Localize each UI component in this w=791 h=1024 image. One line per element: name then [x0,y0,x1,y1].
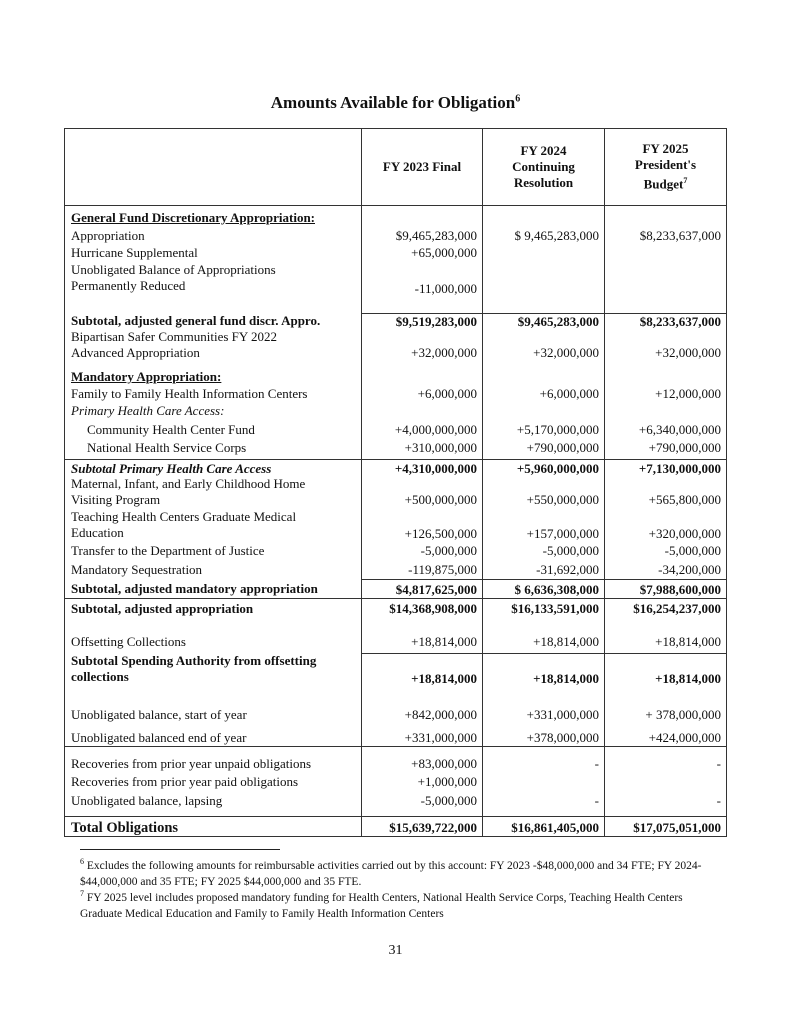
header-fy2024: FY 2024 Continuing Resolution [482,129,604,205]
value-cell-fy2024: $ 6,636,308,000 [482,579,604,598]
value-cell-fy2025: +7,130,000,000 [604,460,726,476]
value-cell-fy2024: +550,000,000 [482,476,604,509]
value-cell-fy2025: - [604,791,726,816]
row-label: National Health Service Corps [87,440,247,455]
row-label: Unobligated balanced end of year [71,730,247,745]
row-label: General Fund Discretionary Appropriation: [71,210,315,225]
value-cell-fy2024: -5,000,000 [482,543,604,561]
value-cell-fy2024: $ 9,465,283,000 [482,227,604,244]
value-cell-fy2023: +500,000,000 [361,476,482,509]
value-cell-fy2023 [361,206,482,227]
value-cell-fy2023: +83,000,000 [361,747,482,773]
table-row [65,579,726,598]
page-number: 31 [388,943,403,958]
value-cell-fy2025 [604,261,726,313]
row-label: Unobligated Balance of Appropriations Permanently Reduced [71,262,276,293]
footnote-7: $^7$ FY 2025 level includes proposed mandatory funding for Health Centers, National Health Service Corps, Teaching Health Centers Graduate Medical Education and Family to Family Health Information Centers [80,889,683,920]
value-cell-fy2025: +424,000,000 [604,726,726,746]
value-cell-fy2023: -5,000,000 [361,791,482,816]
value-cell-fy2025 [604,369,726,386]
value-cell-fy2023: $4,817,625,000 [361,579,482,598]
value-cell-fy2024: +157,000,000 [482,509,604,543]
value-cell-fy2024: +5,960,000,000 [482,460,604,476]
value-cell-fy2025: +320,000,000 [604,509,726,543]
value-cell-fy2023: +32,000,000 [361,329,482,369]
value-cell-fy2023: $15,639,722,000 [361,817,482,836]
table-row [65,369,726,386]
table-row [65,329,726,369]
value-cell-fy2024: $16,133,591,000 [482,599,604,633]
table-body [65,206,726,836]
table-row [65,706,726,726]
table-row [65,439,726,459]
value-cell-fy2025: +12,000,000 [604,386,726,403]
value-cell-fy2023: +331,000,000 [361,726,482,746]
value-cell-fy2024: +5,170,000,000 [482,420,604,439]
table-row [65,726,726,746]
value-cell-fy2025: - [604,747,726,773]
table-row [65,633,726,653]
table-row [65,459,726,476]
amounts-table [64,128,727,837]
footnote-6: $^6$ Excludes the following amounts for reimbursable activities carried out by this account: FY 2023 -$48,000,000 and 34 FTE; FY 2024- $44,000,000 and 35 FTE; FY 2025 $44,000,000 and 35 FTE. [80,857,702,888]
table-row [65,561,726,579]
table-row [65,227,726,244]
row-label: Primary Health Care Access: [71,403,225,418]
value-cell-fy2023: +4,000,000,000 [361,420,482,439]
value-cell-fy2023: -11,000,000 [361,261,482,313]
value-cell-fy2025: + 378,000,000 [604,706,726,726]
value-cell-fy2025: +18,814,000 [604,633,726,653]
row-label: Mandatory Sequestration [71,562,203,577]
value-cell-fy2024: +18,814,000 [482,633,604,653]
value-cell-fy2023 [361,369,482,386]
row-label: Mandatory Appropriation: [71,369,222,384]
row-label: Unobligated balance, lapsing [71,793,223,808]
row-label: Bipartisan Safer Communities FY 2022 Advanced Appropriation [71,329,278,360]
value-cell-fy2024 [482,206,604,227]
value-cell-fy2023: -5,000,000 [361,543,482,561]
row-label: Unobligated balance, start of year [71,707,247,722]
value-cell-fy2025 [604,403,726,420]
row-label: Transfer to the Department of Justice [71,543,265,558]
value-cell-fy2024: -31,692,000 [482,561,604,579]
value-cell-fy2024 [482,244,604,261]
value-cell-fy2025 [604,244,726,261]
page-title: Amounts Available for Obligation$^6$ [270,93,521,112]
table-row [65,791,726,816]
value-cell-fy2025: +18,814,000 [604,653,726,706]
value-cell-fy2024: $16,861,405,000 [482,817,604,836]
table-row [65,816,726,836]
row-label: Recoveries from prior year unpaid obligations [71,756,312,771]
table-row [65,476,726,509]
row-label: Maternal, Infant, and Early Childhood Home Visiting Program [71,476,306,507]
value-cell-fy2024: +32,000,000 [482,329,604,369]
value-cell-fy2023: +18,814,000 [361,633,482,653]
value-cell-fy2025 [604,206,726,227]
value-cell-fy2024: - [482,791,604,816]
value-cell-fy2025: +6,340,000,000 [604,420,726,439]
header-fy2025: FY 2025 President's Budget$^7$ [604,129,726,205]
row-label: Community Health Center Fund [87,422,255,437]
value-cell-fy2025: -5,000,000 [604,543,726,561]
table-row [65,206,726,227]
value-cell-fy2023: $9,519,283,000 [361,313,482,329]
value-cell-fy2024 [482,403,604,420]
table-row [65,420,726,439]
value-cell-fy2025: -34,200,000 [604,561,726,579]
header-blank [65,129,361,205]
value-cell-fy2023: +310,000,000 [361,439,482,459]
value-cell-fy2025: $8,233,637,000 [604,227,726,244]
value-cell-fy2023: $14,368,908,000 [361,599,482,633]
value-cell-fy2023: +18,814,000 [361,653,482,706]
row-label: Subtotal, adjusted general fund discr. Appro. [71,313,321,328]
table-row [65,244,726,261]
value-cell-fy2024: $9,465,283,000 [482,313,604,329]
value-cell-fy2025: $8,233,637,000 [604,313,726,329]
table-row [65,746,726,773]
value-cell-fy2024: +790,000,000 [482,439,604,459]
table-header [65,129,726,206]
value-cell-fy2024: +6,000,000 [482,386,604,403]
row-label: Total Obligations [71,820,179,836]
value-cell-fy2025: +790,000,000 [604,439,726,459]
table-row [65,261,726,313]
row-label: Offsetting Collections [71,634,186,649]
value-cell-fy2023: +126,500,000 [361,509,482,543]
table-row [65,386,726,403]
row-label: Subtotal, adjusted appropriation [71,601,254,616]
row-label: Recoveries from prior year paid obligations [71,774,299,789]
header-fy2023: FY 2023 Final [361,129,482,205]
value-cell-fy2023: +4,310,000,000 [361,460,482,476]
value-cell-fy2023: -119,875,000 [361,561,482,579]
value-cell-fy2025: $17,075,051,000 [604,817,726,836]
footnote-divider [80,849,280,850]
value-cell-fy2025: +32,000,000 [604,329,726,369]
value-cell-fy2023: +1,000,000 [361,773,482,791]
row-label: Family to Family Health Information Centers [71,386,308,401]
value-cell-fy2023: +6,000,000 [361,386,482,403]
table-row [65,653,726,706]
value-cell-fy2024 [482,261,604,313]
row-label: Subtotal, adjusted mandatory appropriation [71,581,318,596]
value-cell-fy2024: +378,000,000 [482,726,604,746]
value-cell-fy2024 [482,773,604,791]
row-label: Appropriation [71,228,145,243]
value-cell-fy2025: +565,800,000 [604,476,726,509]
value-cell-fy2025 [604,773,726,791]
footnote-ref: 6 [515,93,521,105]
value-cell-fy2023: +842,000,000 [361,706,482,726]
value-cell-fy2023: $9,465,283,000 [361,227,482,244]
value-cell-fy2024 [482,369,604,386]
table-row [65,543,726,561]
value-cell-fy2025: $7,988,600,000 [604,579,726,598]
table-row [65,313,726,329]
table-row [65,773,726,791]
value-cell-fy2025: $16,254,237,000 [604,599,726,633]
row-label: Subtotal Primary Health Care Access [71,461,272,476]
table-row [65,509,726,543]
row-label: Teaching Health Centers Graduate Medical Education [71,509,297,540]
row-label: Subtotal Spending Authority from offsetting collections [71,653,317,684]
value-cell-fy2024: +331,000,000 [482,706,604,726]
table-row [65,403,726,420]
value-cell-fy2023: +65,000,000 [361,244,482,261]
value-cell-fy2024: - [482,747,604,773]
table-row [65,598,726,633]
value-cell-fy2024: +18,814,000 [482,653,604,706]
row-label: Hurricane Supplemental [71,245,198,260]
value-cell-fy2023 [361,403,482,420]
